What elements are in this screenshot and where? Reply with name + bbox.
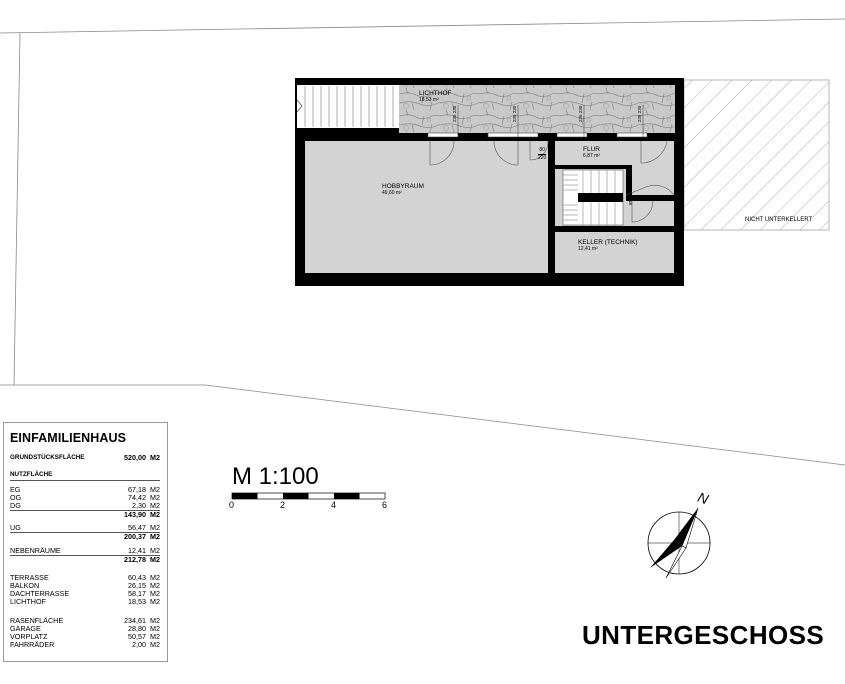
room-area: 6,87 m² [583, 153, 600, 159]
room-name: FLUR [583, 146, 600, 153]
door-dim-keller [628, 191, 633, 205]
row-unit: M2 [150, 616, 160, 625]
row-label: DG [10, 501, 21, 510]
row-unit: M2 [150, 523, 160, 532]
window-dim-a: 235 [578, 114, 583, 122]
room-label-keller [578, 239, 638, 252]
row-unit: M2 [150, 573, 160, 582]
row-label: NEBENRÄUME [10, 546, 61, 555]
row-label: UG [10, 523, 21, 532]
legend-title: EINFAMILIENHAUS [10, 431, 127, 445]
window-dim-b: 230 [637, 105, 642, 114]
room-label-hobbyraum [382, 183, 424, 196]
row-unit: M2 [150, 485, 160, 494]
room-name: LICHTHOF [419, 90, 452, 97]
row-unit: M2 [150, 501, 160, 510]
interior-stair [563, 170, 623, 225]
floor-title: UNTERGESCHOSS [582, 620, 825, 650]
room-area: 18,53 m² [419, 97, 439, 103]
door-height: 220 [628, 191, 633, 199]
row-label: GRUNDSTÜCKSFLÄCHE [10, 454, 85, 461]
room-name: KELLER (TECHNIK) [578, 239, 638, 246]
row-value: 56,47 [128, 523, 146, 532]
row-label: RASENFLÄCHE [10, 616, 64, 625]
row-value: 18,53 [128, 597, 146, 606]
row-unit: M2 [150, 632, 160, 641]
room-name: HOBBYRAUM [382, 183, 424, 190]
row-value: 26,15 [128, 581, 146, 590]
row-unit: M2 [150, 453, 160, 462]
window-dim-2 [512, 106, 517, 122]
scale-label: M 1:100 [232, 463, 319, 490]
row-value: 67,18 [128, 485, 146, 494]
row-value: 520,00 [124, 453, 146, 462]
scale-tick-2: 2 [280, 500, 286, 510]
row-value: 200,37 [124, 532, 146, 541]
row-value: 234,61 [124, 616, 146, 625]
room-area: 12,41 m² [578, 246, 598, 252]
row-label: DACHTERRASSE [10, 589, 70, 598]
row-unit: M2 [150, 510, 160, 519]
row-unit: M2 [150, 581, 160, 590]
building-outline [295, 78, 684, 286]
row-label: TERRASSE [10, 573, 49, 582]
row-label: OG [10, 493, 22, 502]
row-value: 58,17 [128, 589, 146, 598]
window-dim-b: 230 [512, 105, 517, 114]
row-label: VORPLATZ [10, 632, 48, 641]
legend-separator [10, 480, 160, 481]
north-label: N [695, 488, 711, 508]
row-value: 50,57 [128, 632, 146, 641]
door-width: 80 [539, 147, 545, 153]
label-nicht-unterkellert: NICHT UNTERKELLERT [745, 217, 813, 223]
row-value: 212,78 [124, 555, 146, 564]
row-value: 60,43 [128, 573, 146, 582]
room-area: 49,60 m² [382, 190, 402, 196]
row-value: 143,90 [124, 510, 146, 519]
door-height: 220 [538, 155, 547, 161]
row-label: FAHRRÄDER [10, 640, 55, 649]
window-dim-4 [637, 106, 642, 122]
row-unit: M2 [150, 589, 160, 598]
door-width: 85 [628, 199, 633, 205]
window-dim-a: 235 [512, 114, 517, 122]
row-unit: M2 [150, 555, 160, 564]
row-value: 12,41 [128, 546, 146, 555]
scale-tick-6: 6 [382, 500, 388, 510]
row-value: 2,00 [132, 640, 146, 649]
compass-icon [638, 502, 720, 584]
row-value: 2,30 [132, 501, 146, 510]
row-unit: M2 [150, 493, 160, 502]
scale-tick-4: 4 [331, 500, 337, 510]
row-label: GARAGE [10, 624, 41, 633]
room-label-flur [583, 146, 600, 159]
row-label: NUTZFLÄCHE [10, 471, 53, 478]
window-dim-b: 230 [578, 105, 583, 114]
row-unit: M2 [150, 597, 160, 606]
row-unit: M2 [150, 546, 160, 555]
scale-tick-0: 0 [229, 500, 235, 510]
row-label: LICHTHOF [10, 597, 46, 606]
not-basement-area [684, 80, 829, 230]
row-unit: M2 [150, 532, 160, 541]
row-value: 28,80 [128, 624, 146, 633]
row-value: 74,42 [128, 493, 146, 502]
area-legend [3, 422, 168, 662]
row-unit: M2 [150, 624, 160, 633]
row-label: EG [10, 485, 21, 494]
window-dim-3 [578, 106, 583, 122]
window-dim-1 [452, 106, 457, 122]
window-dim-a: 235 [452, 114, 457, 122]
window-dim-a: 235 [637, 114, 642, 122]
scale-bar [230, 492, 390, 502]
row-label: BALKON [10, 581, 40, 590]
window-dim-b: 230 [452, 105, 457, 114]
door-dim-flur [538, 147, 546, 162]
room-label-lichthof [419, 90, 452, 103]
row-unit: M2 [150, 640, 160, 649]
